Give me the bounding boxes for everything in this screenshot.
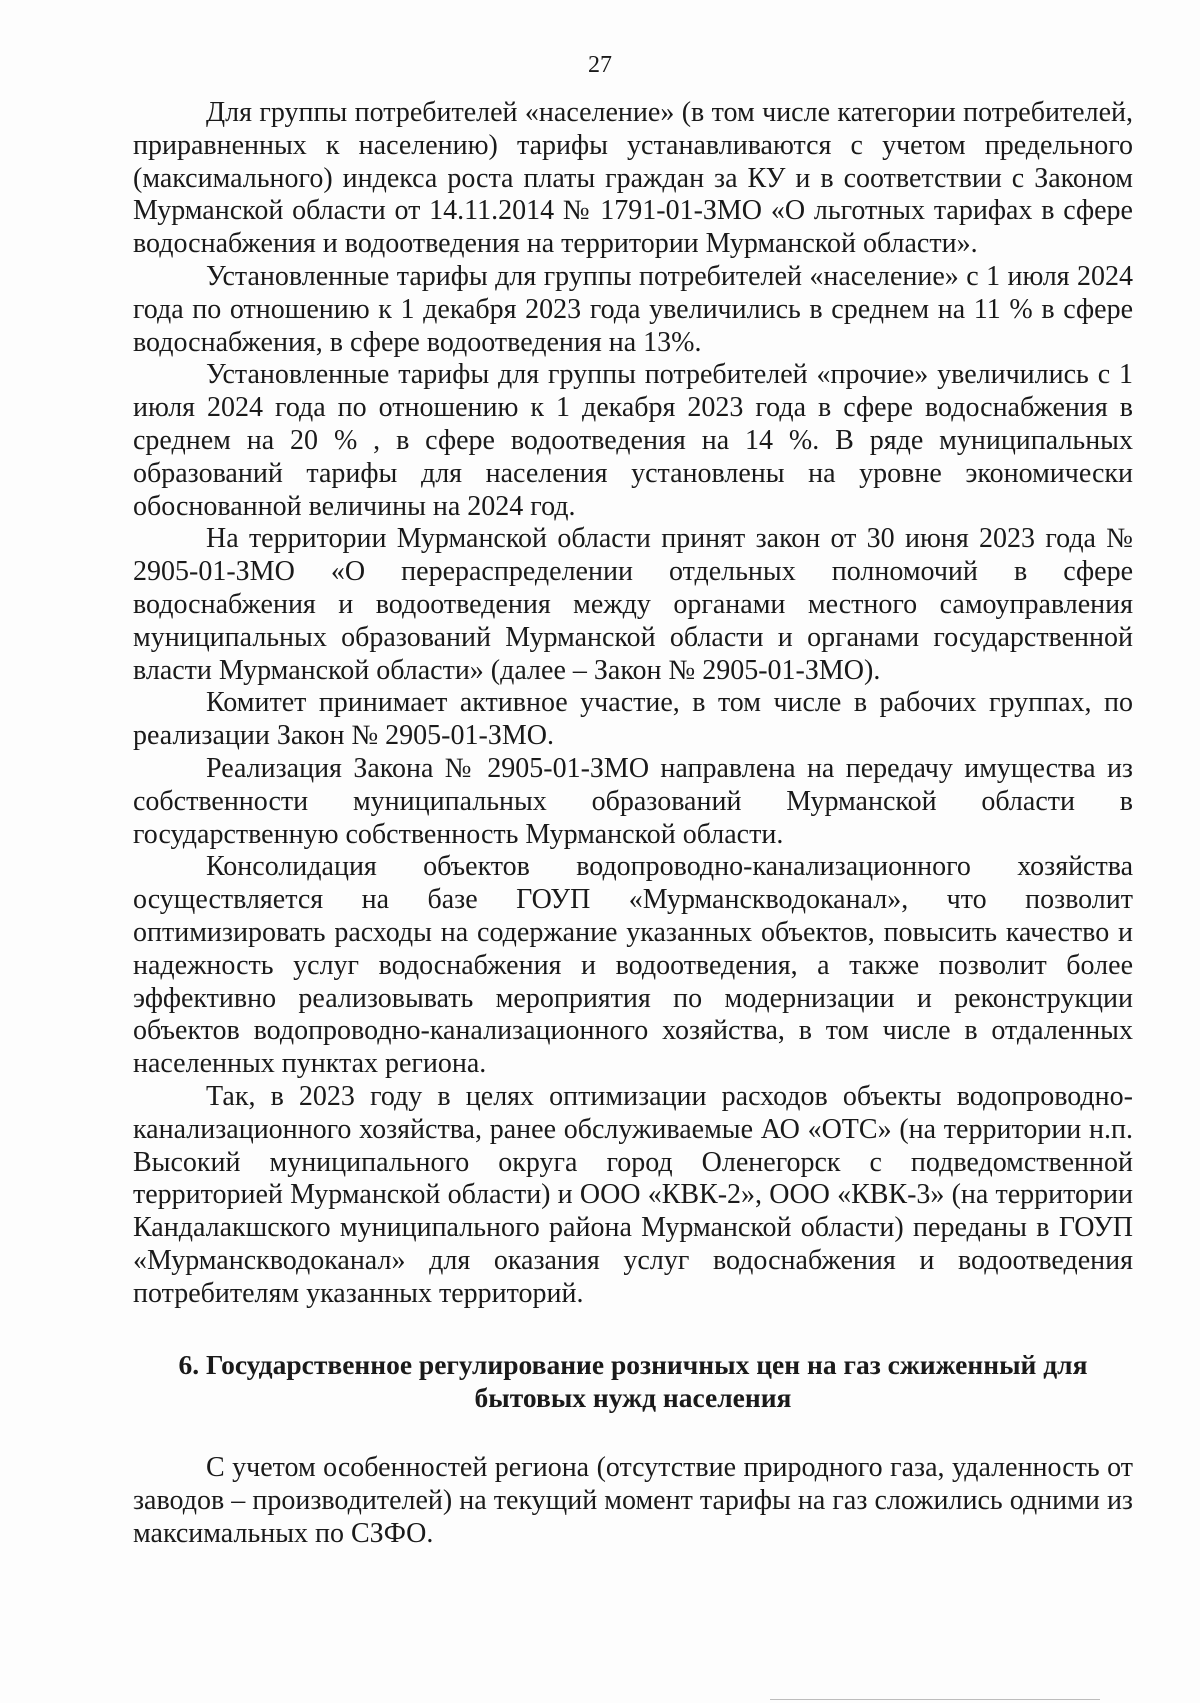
paragraph-consolidation: Консолидация объектов водопроводно-канализационного хозяйства осуществляется на базе ГОУП «Мурманскводоканал», что позволит оптимизировать расходы на содержание указанных объектов, повысить качество и надежность услуг водоснабжения и водоотведения, а также позволит более эффективно реализовывать мероприятия по модернизации и реконструкции объектов водопроводно-канализационного хозяйства, в том числе в отдаленных населенных пунктах региона. (133, 851, 1133, 1080)
paragraph-other-increase: Установленные тарифы для группы потребителей «прочие» увеличились с 1 июля 2024 года по отношению к 1 декабря 2023 года в сфере водоснабжения в среднем на 20 % , в сфере водоотведения на 14 %. В ряде муниципальных образований тарифы для населения установлены на уровне экономически обоснованной величины на 2024 год. (133, 359, 1133, 522)
paragraph-tariffs-population: Для группы потребителей «население» (в том числе категории потребителей, приравненных к населению) тарифы устанавливаются с учетом предельного (максимального) индекса роста платы граждан за КУ и в соответствии с Законом Мурманской области от 14.11.2014 № 1791-01-ЗМО «О льготных тарифах в сфере водоснабжения и водоотведения на территории Мурманской области». (133, 97, 1133, 260)
paragraph-transfer-2023: Так, в 2023 году в целях оптимизации расходов объекты водопроводно-канализационного хозяйства, ранее обслуживаемые АО «ОТС» (на территории н.п. Высокий муниципального округа город Оленегорск с подведомственной территорией Мурманской области) и ООО «КВК-2», ООО «КВК-3» (на территории Кандалакшского муниципального района Мурманской области) переданы в ГОУП «Мурманскводоканал» для оказания услуг водоснабжения и водоотведения потребителям указанных территорий. (133, 1080, 1133, 1309)
document-body (133, 97, 1133, 1551)
paragraph-committee-participation: Комитет принимает активное участие, в том числе в рабочих группах, по реализации Закон № 2905-01-ЗМО. (133, 687, 1133, 752)
page-number: 27 (588, 52, 612, 78)
paragraph-gas-tariffs: С учетом особенностей региона (отсутствие природного газа, удаленность от заводов – производителей) на текущий момент тарифы на газ сложились одними из максимальных по СЗФО. (133, 1452, 1133, 1550)
paragraph-law-2905: На территории Мурманской области принят закон от 30 июня 2023 года № 2905-01-ЗМО «О перераспределении отдельных полномочий в сфере водоснабжения и водоотведения между органами местного самоуправления муниципальных образований Мурманской области и органами государственной власти Мурманской области» (далее – Закон № 2905-01-ЗМО). (133, 523, 1133, 686)
section-6-heading: 6. Государственное регулирование розничных цен на газ сжиженный для бытовых нужд населения (178, 1349, 1088, 1414)
footer-divider (770, 1699, 1100, 1700)
paragraph-law-implementation: Реализация Закона № 2905-01-ЗМО направлена на передачу имущества из собственности муниципальных образований Мурманской области в государственную собственность Мурманской области. (133, 752, 1133, 850)
paragraph-population-increase: Установленные тарифы для группы потребителей «население» с 1 июля 2024 года по отношению к 1 декабря 2023 года увеличились в среднем на 11 % в сфере водоснабжения, в сфере водоотведения на 13%. (133, 260, 1133, 358)
